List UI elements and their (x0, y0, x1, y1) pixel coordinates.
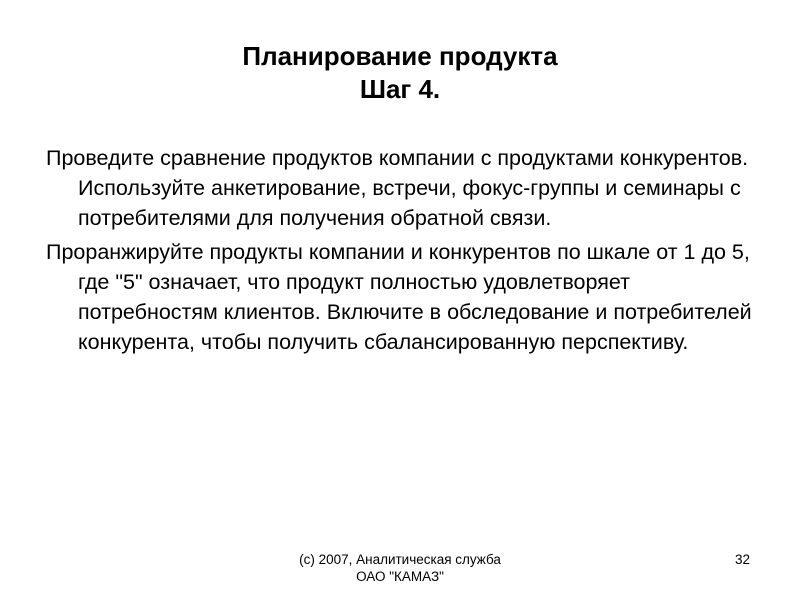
footer-line-2: ОАО "КАМАЗ" (356, 569, 444, 584)
slide-title (0, 40, 800, 106)
paragraph-rank: Проранжируйте продукты компании и конкурентов по шкале от 1 до 5, где "5" означает, что продукт полностью удовлетворяет потребностям клиентов. Включите в обследование и потребителей конкурента, чтобы получить сбалансированную перспективу. (46, 240, 752, 354)
paragraph-compare: Проведите сравнение продуктов компании с продуктами конкурентов. Используйте анкетирование, встречи, фокус-группы и семинары с потребителями для получения обратной связи. (46, 146, 749, 230)
footer-copyright (240, 551, 560, 585)
title-line-2: Шаг 4. (359, 74, 441, 104)
slide-body (46, 143, 766, 361)
footer-line-1: (c) 2007, Аналитическая служба (299, 552, 501, 567)
title-line-1: Планирование продукта (242, 41, 558, 71)
slide-number: 32 (734, 552, 750, 567)
